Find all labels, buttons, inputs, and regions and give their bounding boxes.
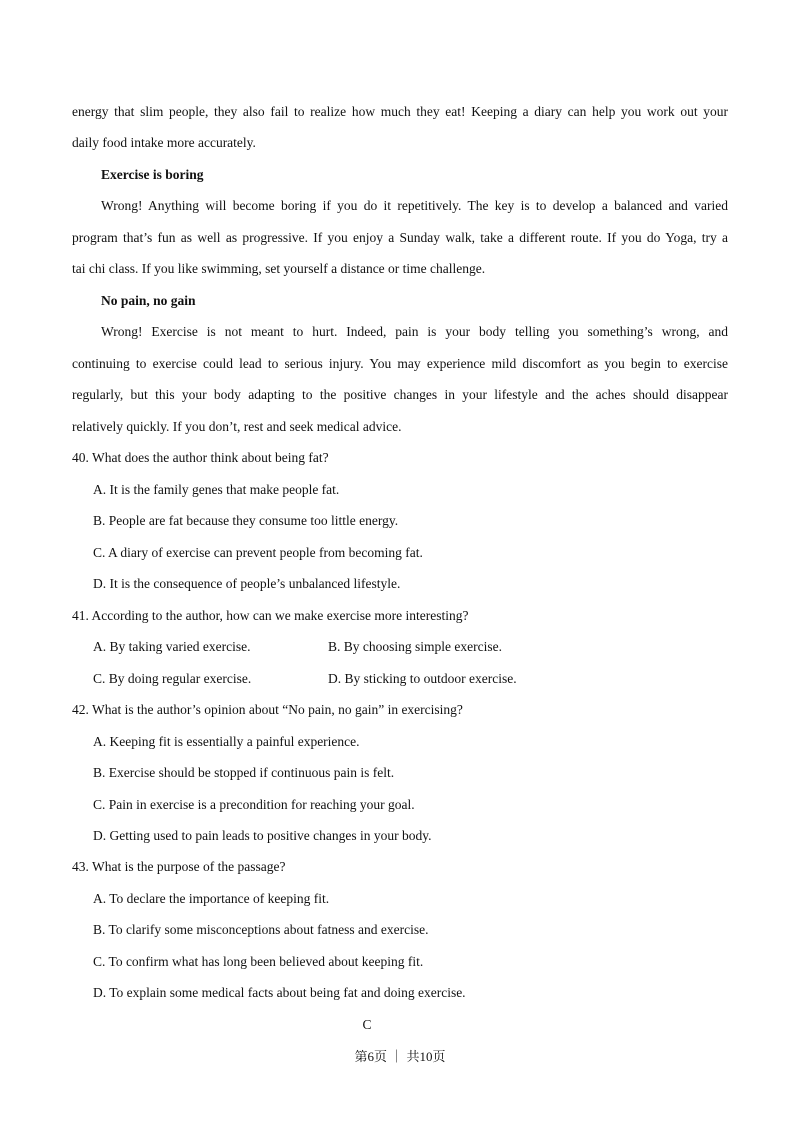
answer-option: D. It is the consequence of people’s unbalanced lifestyle. — [93, 576, 401, 591]
section-label: C — [362, 1017, 372, 1032]
paragraph-line: continuing to exercise could lead to serious injury. You may experience mild discomfort as you begin to exercise — [72, 356, 728, 371]
answer-option: A. It is the family genes that make people fat. — [93, 482, 340, 497]
paragraph-line: tai chi class. If you like swimming, set yourself a distance or time challenge. — [72, 261, 486, 276]
answer-option: D. By sticking to outdoor exercise. — [328, 671, 517, 686]
answer-option: B. Exercise should be stopped if continuous pain is felt. — [93, 765, 395, 780]
paragraph-line: energy that slim people, they also fail to realize how much they eat! Keeping a diary can help you work out your — [72, 104, 728, 119]
answer-option: B. To clarify some misconceptions about fatness and exercise. — [93, 922, 429, 937]
answer-option: A. By taking varied exercise. — [93, 639, 251, 654]
answer-option: C. To confirm what has long been believed about keeping fit. — [93, 954, 424, 969]
paragraph-line: program that’s fun as well as progressive. If you enjoy a Sunday walk, take a different route. If you do Yoga, try a — [72, 230, 728, 245]
answer-option: C. Pain in exercise is a precondition for reaching your goal. — [93, 797, 415, 812]
question-stem: 43. What is the purpose of the passage? — [72, 859, 286, 874]
paragraph-line: Wrong! Exercise is not meant to hurt. Indeed, pain is your body telling you something’s wrong, and — [101, 324, 728, 339]
answer-option: C. By doing regular exercise. — [93, 671, 252, 686]
paragraph-line: relatively quickly. If you don’t, rest and seek medical advice. — [72, 419, 402, 434]
answer-option: B. By choosing simple exercise. — [328, 639, 502, 654]
section-heading: Exercise is boring — [101, 167, 204, 182]
answer-option: A. To declare the importance of keeping fit. — [93, 891, 330, 906]
answer-option: C. A diary of exercise can prevent people from becoming fat. — [93, 545, 423, 560]
question-stem: 41. According to the author, how can we make exercise more interesting? — [72, 608, 469, 623]
paragraph-line: Wrong! Anything will become boring if you do it repetitively. The key is to develop a balanced and varied — [101, 198, 728, 213]
answer-option: A. Keeping fit is essentially a painful experience. — [93, 734, 360, 749]
page-footer: 第6页 ｜ 共10页 — [354, 1049, 446, 1064]
answer-option: D. To explain some medical facts about being fat and doing exercise. — [93, 985, 466, 1000]
answer-option: B. People are fat because they consume too little energy. — [93, 513, 399, 528]
paragraph-line: daily food intake more accurately. — [72, 135, 256, 150]
question-stem: 40. What does the author think about being fat? — [72, 450, 329, 465]
question-stem: 42. What is the author’s opinion about “No pain, no gain” in exercising? — [72, 702, 463, 717]
section-heading: No pain, no gain — [101, 293, 196, 308]
answer-option: D. Getting used to pain leads to positive changes in your body. — [93, 828, 432, 843]
paragraph-line: regularly, but this your body adapting to the positive changes in your lifestyle and the aches should disappear — [72, 387, 728, 402]
